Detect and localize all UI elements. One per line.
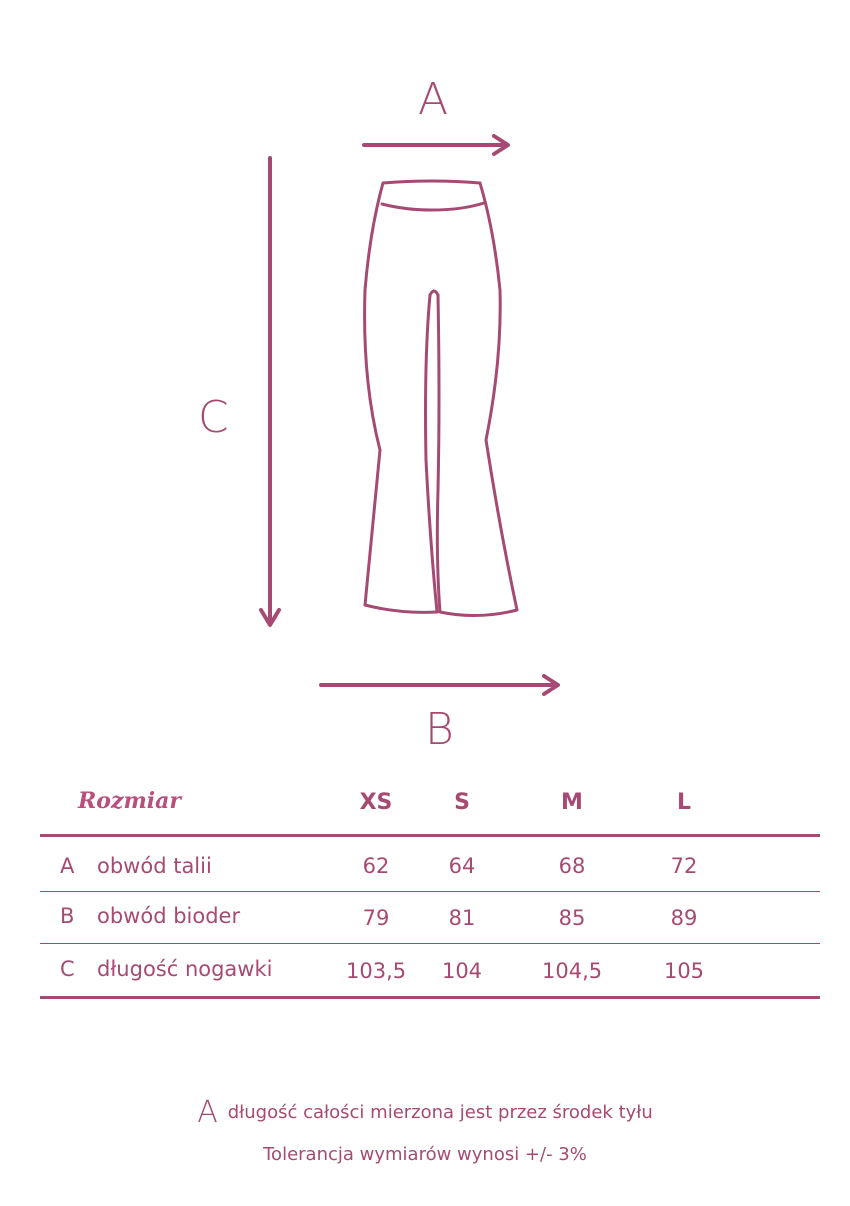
note-measurement	[0, 1095, 850, 1130]
size-header-m: M	[561, 790, 583, 815]
arrow-b-icon	[321, 676, 558, 694]
row-label: obwód talii	[97, 854, 212, 878]
arrow-c-icon	[261, 158, 279, 625]
dimension-label-b: B	[425, 704, 454, 755]
note-letter: A	[197, 1095, 218, 1130]
row-label: obwód bioder	[97, 904, 241, 928]
trousers-outline-icon	[365, 181, 517, 616]
row-letter: A	[60, 854, 75, 878]
table-cell: 72	[670, 854, 698, 878]
footer-notes	[0, 1095, 850, 1165]
size-header-l: L	[676, 790, 692, 815]
table-cell: 105	[663, 959, 705, 983]
table-cell: 79	[362, 906, 390, 930]
dimension-label-c: C	[198, 392, 229, 443]
table-cell: 104,5	[542, 959, 603, 983]
row-letter: C	[60, 957, 75, 981]
table-divider	[40, 996, 820, 999]
table-cell: 85	[558, 906, 586, 930]
arrow-a-icon	[364, 136, 508, 154]
table-cell: 89	[670, 906, 698, 930]
dimension-label-a: A	[418, 74, 449, 125]
table-divider	[40, 834, 820, 837]
note-tolerance: Tolerancja wymiarów wynosi +/- 3%	[263, 1144, 587, 1165]
row-label: długość nogawki	[97, 957, 273, 981]
table-divider	[40, 891, 820, 892]
table-cell: 68	[558, 854, 586, 878]
note-text: długość całości mierzona jest przez środek tyłu	[227, 1102, 653, 1123]
table-title: Rozmiar	[78, 788, 181, 814]
size-header-xs: XS	[359, 790, 393, 815]
table-divider	[40, 943, 820, 944]
table-cell: 62	[362, 854, 390, 878]
table-cell: 103,5	[346, 959, 407, 983]
table-cell: 64	[448, 854, 476, 878]
table-cell: 104	[441, 959, 483, 983]
row-letter: B	[60, 904, 75, 928]
size-header-s: S	[454, 790, 470, 815]
table-cell: 81	[448, 906, 476, 930]
